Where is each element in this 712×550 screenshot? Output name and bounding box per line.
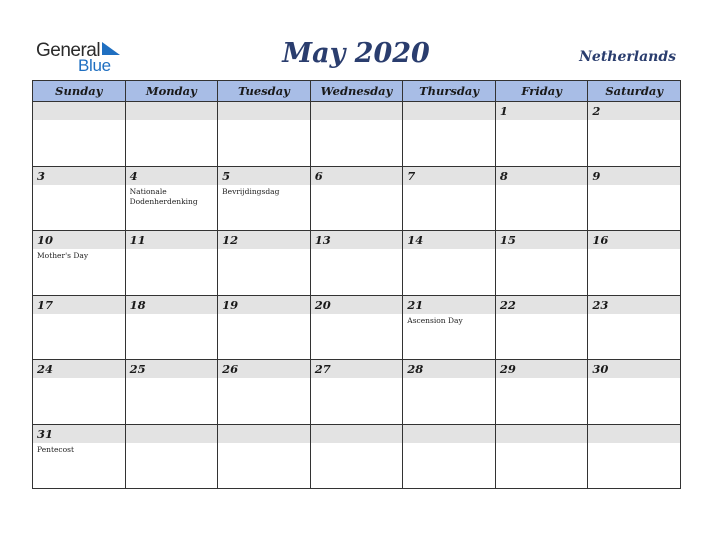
day-header-band	[311, 425, 403, 443]
day-cell	[33, 360, 126, 425]
weekday-header-tuesday: Tuesday	[218, 81, 311, 102]
day-number: 27	[314, 362, 331, 376]
day-header-band	[33, 167, 125, 185]
day-cell	[403, 425, 496, 490]
weekday-header-monday: Monday	[126, 81, 219, 102]
day-cell	[403, 360, 496, 425]
day-cell	[33, 167, 126, 232]
day-cell	[126, 296, 219, 361]
day-cell	[311, 167, 404, 232]
day-number: 21	[407, 297, 424, 312]
day-number: 23	[592, 297, 609, 312]
day-header-band	[403, 102, 495, 120]
day-number: 3	[37, 168, 46, 183]
day-cell	[126, 425, 219, 490]
day-cell	[126, 102, 219, 167]
day-cell	[311, 425, 404, 490]
day-number: 6	[314, 168, 323, 183]
day-cell	[496, 102, 589, 167]
day-header-band	[126, 102, 218, 120]
day-header-band	[218, 425, 310, 443]
day-header-band	[403, 425, 495, 443]
day-cell	[126, 360, 219, 425]
country-label: Netherlands	[579, 49, 676, 65]
day-number: 10	[37, 233, 54, 247]
day-header-band	[126, 425, 218, 443]
day-number: 11	[129, 233, 146, 247]
day-number: 28	[407, 362, 424, 376]
day-cell	[218, 296, 311, 361]
day-cell	[126, 167, 219, 232]
day-header-band	[588, 167, 680, 185]
day-header-band	[496, 167, 588, 185]
weekday-header-wednesday: Wednesday	[311, 81, 404, 102]
calendar-grid	[32, 80, 681, 489]
day-cell	[218, 167, 311, 232]
day-cell	[588, 360, 681, 425]
day-header-band	[588, 102, 680, 120]
day-cell	[588, 296, 681, 361]
holiday-label: Mother's Day	[37, 251, 89, 260]
day-cell	[311, 231, 404, 296]
day-number: 19	[222, 297, 239, 312]
day-number: 2	[592, 104, 601, 118]
day-number: 25	[129, 362, 146, 376]
day-number: 8	[499, 168, 508, 183]
weekday-header-saturday: Saturday	[588, 81, 681, 102]
weekday-header-sunday: Sunday	[33, 81, 126, 102]
day-number: 29	[499, 362, 516, 376]
day-cell	[588, 231, 681, 296]
holiday-label: Nationale Dodenherdenking	[129, 186, 198, 206]
day-number: 31	[37, 426, 54, 441]
day-cell	[496, 167, 589, 232]
day-number: 16	[592, 233, 609, 247]
day-number: 20	[314, 297, 331, 312]
day-number: 9	[592, 168, 601, 183]
day-header-band	[33, 102, 125, 120]
day-number: 17	[37, 297, 54, 312]
day-header-band	[311, 167, 403, 185]
day-number: 13	[314, 233, 331, 247]
page-title: May 2020	[282, 38, 430, 69]
day-number: 5	[222, 168, 231, 183]
day-cell	[588, 102, 681, 167]
day-header-band	[126, 167, 218, 185]
day-cell	[218, 231, 311, 296]
day-cell	[403, 102, 496, 167]
holiday-label: Bevrijdingsdag	[222, 186, 280, 196]
day-number: 7	[407, 168, 416, 183]
day-cell	[218, 360, 311, 425]
day-cell	[496, 360, 589, 425]
day-cell	[496, 296, 589, 361]
day-cell	[588, 167, 681, 232]
day-number: 26	[222, 362, 239, 376]
day-cell	[33, 102, 126, 167]
day-cell	[33, 296, 126, 361]
day-number: 1	[499, 104, 508, 118]
day-cell	[126, 231, 219, 296]
day-cell	[496, 425, 589, 490]
holiday-label: Pentecost	[37, 444, 75, 454]
day-header-band	[496, 102, 588, 120]
day-header-band	[218, 167, 310, 185]
day-number: 30	[592, 362, 609, 376]
day-header-band	[311, 102, 403, 120]
day-number: 22	[499, 297, 516, 312]
day-cell	[311, 296, 404, 361]
day-header-band	[218, 102, 310, 120]
day-number: 14	[407, 233, 424, 247]
day-cell	[403, 296, 496, 361]
day-cell	[311, 102, 404, 167]
day-cell	[496, 231, 589, 296]
weekday-header-friday: Friday	[496, 81, 589, 102]
day-cell	[33, 231, 126, 296]
day-number: 12	[222, 233, 239, 247]
day-cell	[403, 167, 496, 232]
day-cell	[311, 360, 404, 425]
weekday-header-thursday: Thursday	[403, 81, 496, 102]
day-cell	[33, 425, 126, 490]
day-header-band	[496, 425, 588, 443]
day-number: 4	[129, 168, 138, 183]
day-number: 24	[37, 362, 54, 376]
day-cell	[403, 231, 496, 296]
day-cell	[218, 425, 311, 490]
day-cell	[588, 425, 681, 490]
day-number: 18	[129, 297, 146, 312]
holiday-label: Ascension Day	[407, 315, 463, 325]
day-number: 15	[499, 233, 516, 247]
day-header-band	[588, 425, 680, 443]
brand-name-line2: Blue	[78, 56, 111, 75]
day-header-band	[403, 167, 495, 185]
brand-name-line1: General	[36, 40, 101, 61]
day-cell	[218, 102, 311, 167]
